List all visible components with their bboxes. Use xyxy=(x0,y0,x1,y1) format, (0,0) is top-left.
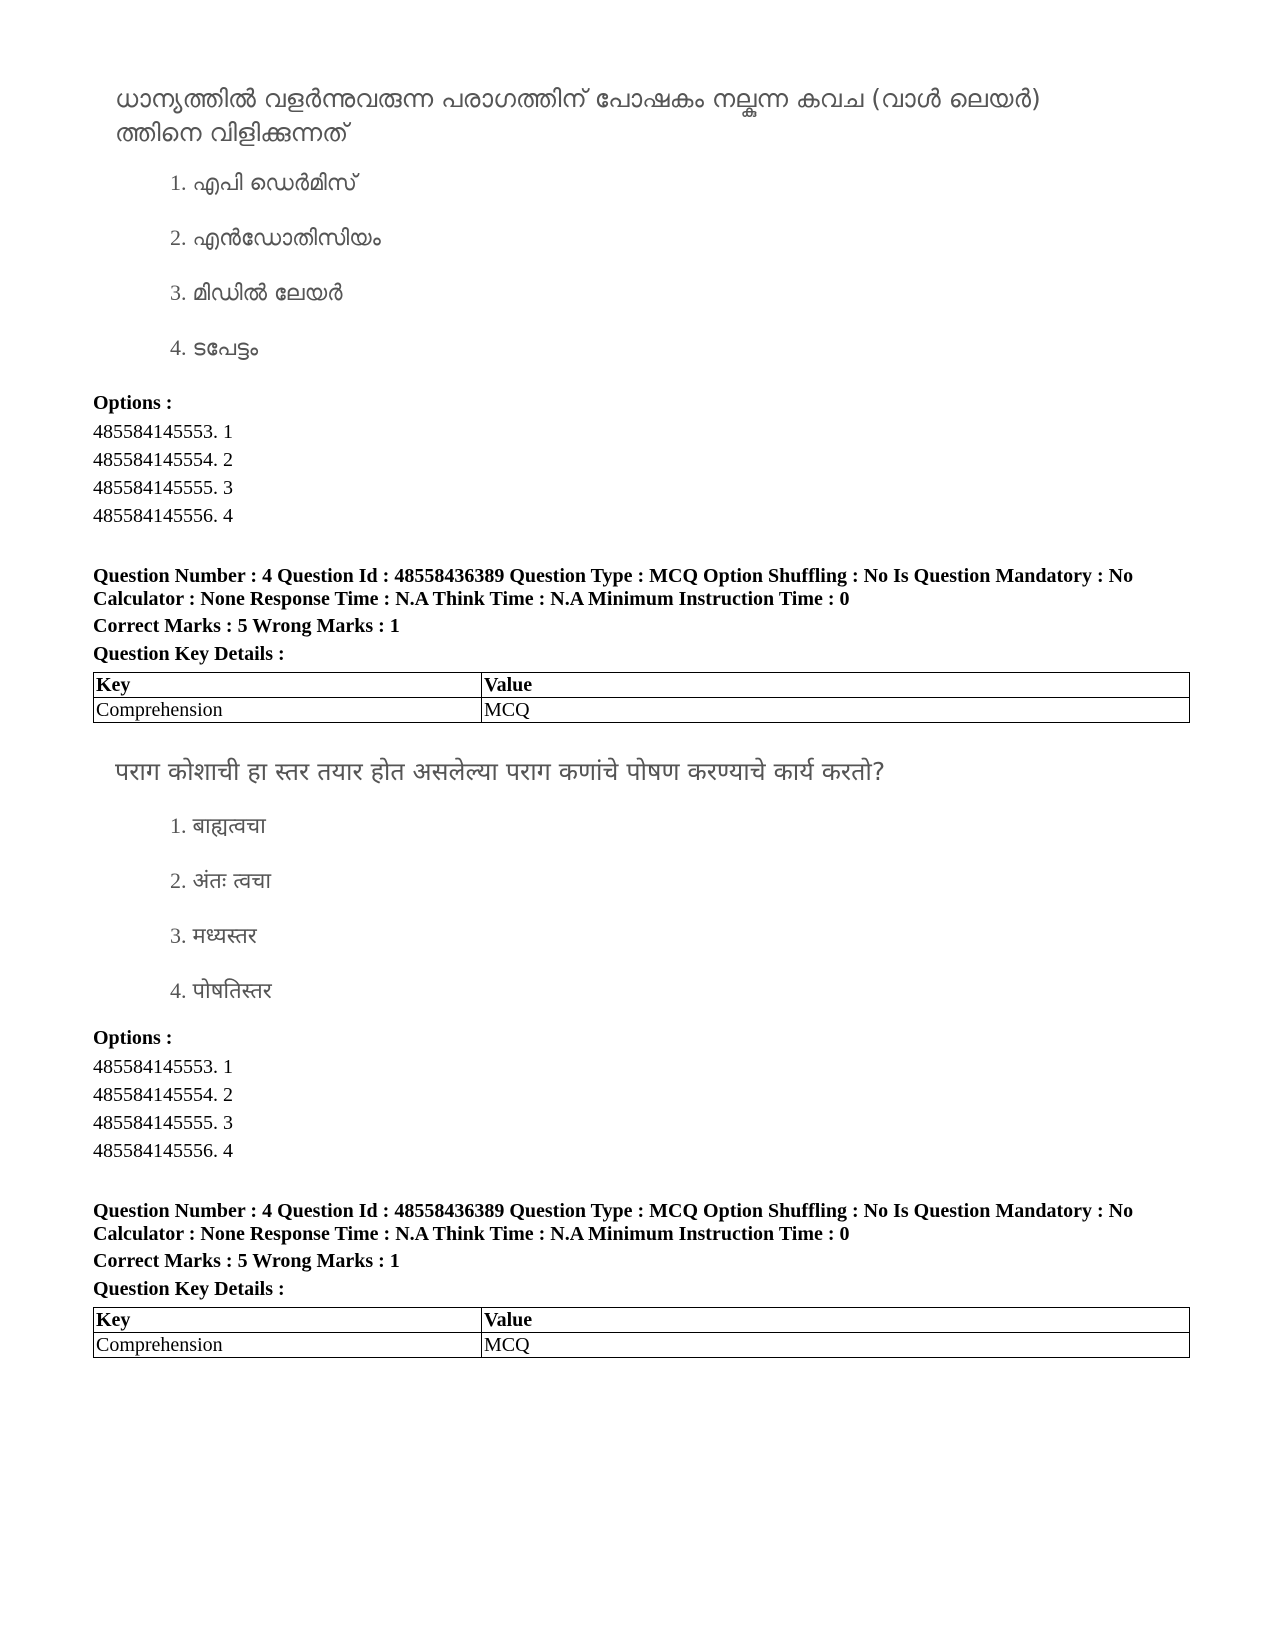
choice-4: 4. पोषतिस्तर xyxy=(170,978,272,1004)
choice-2: 2. എൻഡോതിസിയം xyxy=(170,225,381,251)
choice-4: 4. ടപേട്ടം xyxy=(170,335,259,361)
table-cell: Comprehension xyxy=(94,698,482,723)
table-header-row xyxy=(94,673,1190,698)
key-details-label: Question Key Details : xyxy=(93,1278,285,1300)
option-item: 485584145555. 3 xyxy=(93,477,233,499)
choice-1: 1. എപി ഡെർമിസ് xyxy=(170,170,357,196)
key-details-label: Question Key Details : xyxy=(93,643,285,665)
option-item: 485584145553. 1 xyxy=(93,1056,233,1078)
options-label: Options : xyxy=(93,392,173,414)
table-header-cell: Key xyxy=(94,1308,482,1333)
table-header-cell: Value xyxy=(482,673,1190,698)
table-cell: MCQ xyxy=(482,698,1190,723)
question-meta-line2: Calculator : None Response Time : N.A Think Time : N.A Minimum Instruction Time : 0 xyxy=(93,588,850,610)
option-item: 485584145556. 4 xyxy=(93,505,233,527)
table-header-cell: Key xyxy=(94,673,482,698)
question-meta-line1: Question Number : 4 Question Id : 48558436389 Question Type : MCQ Option Shuffling : No Is Question Mandatory : No xyxy=(93,1200,1134,1222)
option-item: 485584145554. 2 xyxy=(93,449,233,471)
table-cell: Comprehension xyxy=(94,1333,482,1358)
option-item: 485584145553. 1 xyxy=(93,421,233,443)
question-meta-line2: Calculator : None Response Time : N.A Think Time : N.A Minimum Instruction Time : 0 xyxy=(93,1223,850,1245)
choice-2: 2. अंतः त्वचा xyxy=(170,868,272,894)
question-text: पराग कोशाची हा स्तर तयार होत असलेल्या पराग कणांचे पोषण करण्याचे कार्य करतो? xyxy=(115,757,886,786)
question-image-marathi xyxy=(115,755,1115,1015)
option-item: 485584145556. 4 xyxy=(93,1140,233,1162)
option-item: 485584145554. 2 xyxy=(93,1084,233,1106)
table-header-cell: Value xyxy=(482,1308,1190,1333)
question-meta-line1: Question Number : 4 Question Id : 48558436389 Question Type : MCQ Option Shuffling : No Is Question Mandatory : No xyxy=(93,565,1134,587)
choice-1: 1. बाह्यत्वचा xyxy=(170,813,266,839)
marks-line: Correct Marks : 5 Wrong Marks : 1 xyxy=(93,615,400,637)
key-details-table xyxy=(93,1307,1190,1358)
marks-line: Correct Marks : 5 Wrong Marks : 1 xyxy=(93,1250,400,1272)
key-details-table xyxy=(93,672,1190,723)
question-text: ധാന്യത്തിൽ വളർന്നുവരുന്ന പരാഗത്തിന് പോഷകം നല്കുന്ന കവച (വാൾ ലെയർ) ത്തിനെ വിളിക്കുന്നത് xyxy=(115,84,1041,147)
choice-3: 3. മിഡിൽ ലേയർ xyxy=(170,280,343,306)
table-row xyxy=(94,698,1190,723)
option-item: 485584145555. 3 xyxy=(93,1112,233,1134)
choice-3: 3. मध्यस्तर xyxy=(170,923,257,949)
table-header-row xyxy=(94,1308,1190,1333)
options-label: Options : xyxy=(93,1027,173,1049)
question-image-malayalam xyxy=(115,82,1115,382)
table-cell: MCQ xyxy=(482,1333,1190,1358)
table-row xyxy=(94,1333,1190,1358)
